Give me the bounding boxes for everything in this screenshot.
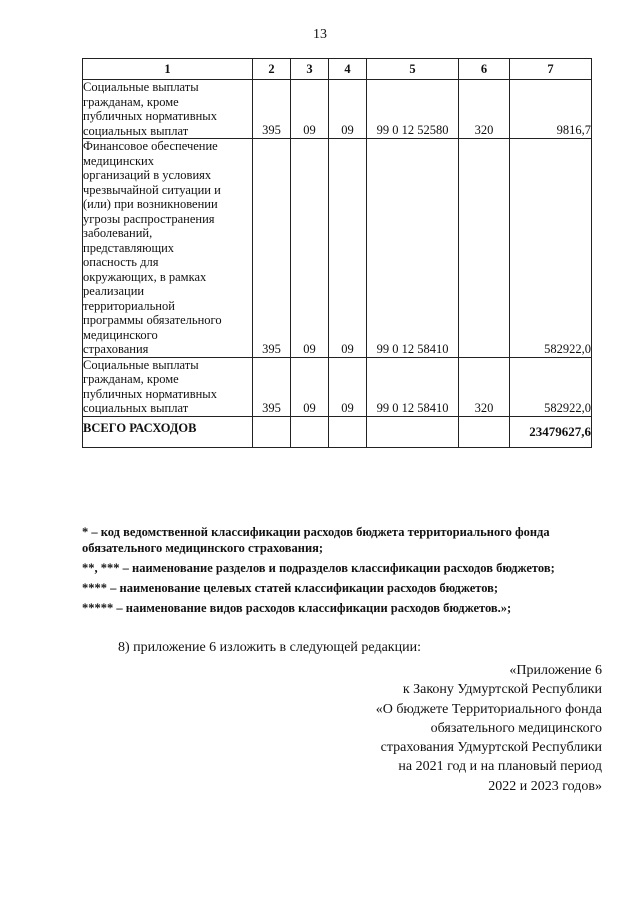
page-number: 13 [313,27,327,42]
footnote-line: обязательного медицинского страхования; [82,541,324,555]
name-line: заболеваний, [83,226,153,240]
name-line: опасность для [83,255,159,269]
appendix-line: страхования Удмуртской Республики [380,740,602,756]
name-line: Финансовое обеспечение [83,139,218,153]
name-line: гражданам, кроме [83,372,179,386]
footnotes [82,522,602,618]
total-label: ВСЕГО РАСХОДОВ [83,416,253,447]
appendix-header [282,661,602,796]
column-header: 7 [510,59,592,80]
section-cell: 09 [291,80,329,139]
subsection-cell: 09 [329,139,367,358]
expense-type-cell: 320 [459,357,510,416]
expense-type-cell [459,139,510,358]
ministry-code-cell: 395 [253,357,291,416]
appendix-line: на 2021 год и на плановый период [398,759,602,775]
target-item-cell: 99 0 12 58410 [367,139,459,358]
empty-cell [367,416,459,447]
name-line: окружающих, в рамках [83,269,207,284]
total-row [83,416,592,447]
name-line: медицинского [83,327,158,342]
expense-type-cell: 320 [459,80,510,139]
footnote-line: * – код ведомственной классификации расходов бюджета территориального фонда [82,525,550,539]
expense-name-cell [83,80,253,139]
section-cell: 09 [291,357,329,416]
ministry-code-cell: 395 [253,139,291,358]
empty-cell [329,416,367,447]
subsection-cell: 09 [329,80,367,139]
total-value: 23479627,6 [510,416,592,447]
subsection-cell: 09 [329,357,367,416]
name-line: страхования [83,342,149,356]
table-row [83,139,592,358]
target-item-cell: 99 0 12 58410 [367,357,459,416]
amendment-paragraph: 8) приложение 6 изложить в следующей редакции: [118,640,421,655]
name-line: программы обязательного [83,313,222,327]
section-cell: 09 [291,139,329,358]
target-item-cell: 99 0 12 52580 [367,80,459,139]
column-header: 4 [329,59,367,80]
name-line: территориальной [83,298,175,313]
amount-cell: 582922,0 [510,139,592,358]
name-line: организаций в условиях [83,168,212,182]
appendix-line: «Приложение 6 [509,663,602,678]
name-line: публичных нормативных [83,386,217,401]
name-line: публичных нормативных [83,109,217,123]
ministry-code-cell: 395 [253,80,291,139]
column-header: 6 [459,59,510,80]
name-line: реализации [83,284,145,298]
name-line: социальных выплат [83,123,189,138]
footnote-line: **** – наименование целевых статей классификации расходов бюджетов; [82,581,499,595]
name-line: чрезвычайной ситуации и [83,182,221,197]
empty-cell [291,416,329,447]
expense-name-cell [83,139,253,358]
footnote-line: ***** – наименование видов расходов классификации расходов бюджетов.»; [82,601,512,615]
table-row [83,357,592,416]
appendix-line: к Закону Удмуртской Республики [402,682,602,698]
amount-cell: 9816,7 [510,80,592,139]
name-line: угрозы распространения [83,211,215,226]
expense-name-cell [83,357,253,416]
column-header: 3 [291,59,329,80]
empty-cell [459,416,510,447]
appendix-line: обязательного медицинского [430,720,602,736]
appendix-line: 2022 и 2023 годов» [488,778,602,794]
name-line: представляющих [83,240,175,255]
column-header: 5 [367,59,459,80]
budget-table [82,58,592,448]
table-row [83,80,592,139]
name-line: Социальные выплаты [83,80,199,94]
name-line: медицинских [83,153,154,168]
name-line: Социальные выплаты [83,357,199,372]
footnote-line: **, *** – наименование разделов и подразделов классификации расходов бюджетов; [82,561,555,575]
column-header: 2 [253,59,291,80]
empty-cell [253,416,291,447]
amount-cell: 582922,0 [510,357,592,416]
table-header-row [83,59,592,80]
appendix-line: «О бюджете Территориального фонда [375,701,602,717]
name-line: (или) при возникновении [83,197,218,211]
name-line: гражданам, кроме [83,94,179,109]
name-line: социальных выплат [83,401,189,415]
column-header: 1 [83,59,253,80]
